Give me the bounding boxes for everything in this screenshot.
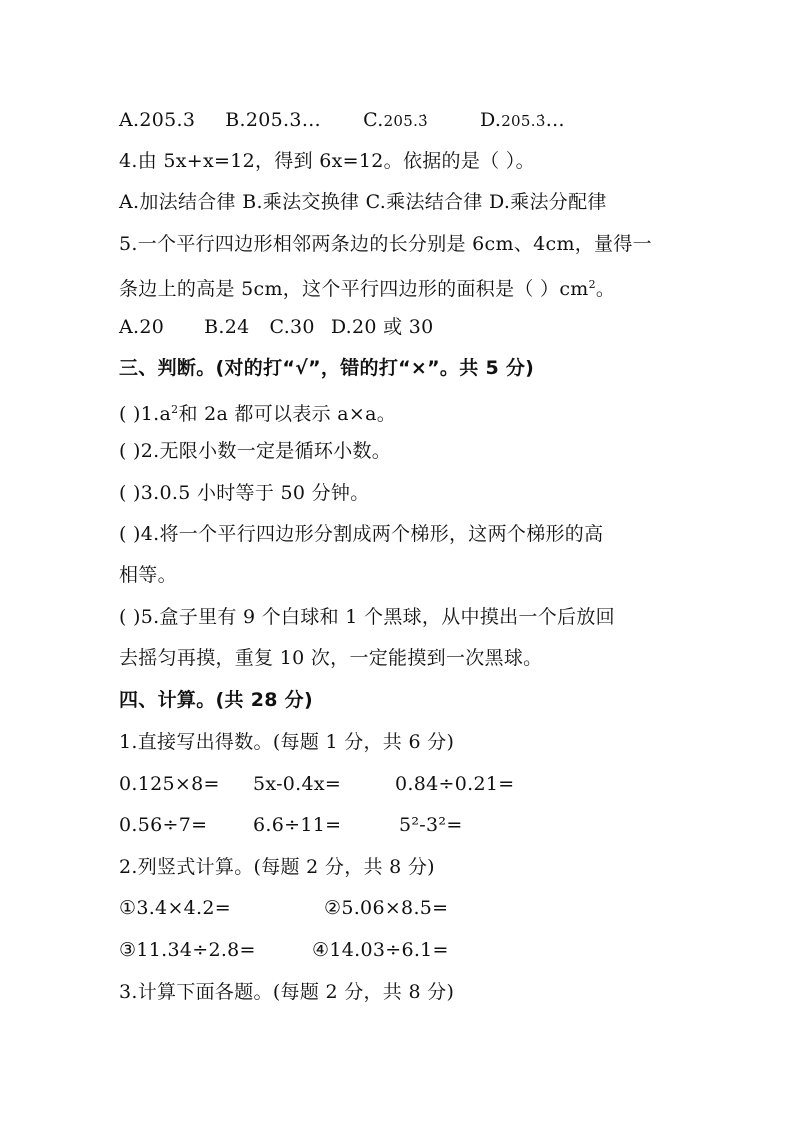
judge-item-1 — [119, 397, 396, 427]
q5-question-line2 — [119, 272, 615, 302]
judge-item-5: ( )5.盒子里有 9 个白球和 1 个黑球，从中摸出一个后放回 — [119, 606, 615, 628]
q5-options — [119, 314, 434, 340]
judge-item-1-superscript: 2 — [171, 403, 179, 416]
judge-item-4-cont: 相等。 — [119, 564, 177, 586]
q3-option-d-number: 205.3 — [501, 112, 546, 130]
calc-item: 5²-3²= — [399, 814, 463, 836]
q3-option-c-number: 205.3 — [383, 112, 429, 130]
q3-option-c — [363, 109, 428, 131]
calc-item: ③11.34÷2.8= — [119, 939, 256, 961]
q5-option-a: A.20 — [119, 316, 165, 338]
q3-options-row — [119, 107, 565, 134]
judge-item-1-end: 和 2a 都可以表示 a×a。 — [178, 403, 397, 425]
q5-option-c: C.30 — [269, 316, 315, 338]
calc-item: 5x-0.4x= — [253, 773, 342, 795]
calc-row-2 — [119, 812, 463, 838]
judge-item-4: ( )4.将一个平行四边形分割成两个梯形，这两个梯形的高 — [119, 523, 604, 545]
calc-row-4 — [119, 937, 449, 963]
q3-option-a: A.205.3 — [119, 109, 196, 131]
q3-option-b: B.205.3… — [225, 109, 322, 131]
q5-line2-end: 。 — [595, 278, 616, 300]
calc-item: 0.125×8= — [119, 773, 220, 795]
calc-item: ④14.03÷6.1= — [312, 939, 449, 961]
q3-option-d-ellipsis: … — [545, 109, 565, 131]
q3-option-c-label: C. — [363, 109, 384, 131]
judge-item-3: ( )3.0.5 小时等于 50 分钟。 — [119, 482, 370, 504]
q5-question-line1: 5.一个平行四边形相邻两条边的长分别是 6cm、4cm，量得一 — [119, 233, 652, 255]
q3-option-d — [480, 109, 565, 131]
q4-question: 4.由 5x+x=12，得到 6x=12。依据的是（ ）。 — [119, 150, 535, 172]
section-3-title: 三、判断。(对的打“√”，错的打“×”。共 5 分) — [119, 357, 535, 379]
judge-item-5-cont: 去摇匀再摸，重复 10 次，一定能摸到一次黑球。 — [119, 647, 543, 669]
q5-line2-text: 条边上的高是 5cm，这个平行四边形的面积是（ ）cm — [119, 278, 589, 300]
q3-option-d-label: D. — [480, 109, 502, 131]
calc-item: 6.6÷11= — [253, 814, 342, 836]
calc-row-1 — [119, 771, 514, 797]
calc-row-3 — [119, 895, 448, 921]
judge-item-1-start: ( )1.a — [119, 403, 172, 425]
q5-option-d: D.20 或 30 — [330, 316, 434, 338]
q5-unit-superscript: 2 — [588, 278, 596, 291]
judge-item-2: ( )2.无限小数一定是循环小数。 — [119, 440, 392, 462]
q5-option-b: B.24 — [204, 316, 250, 338]
calc-item: 0.84÷0.21= — [395, 773, 515, 795]
calc-item: 0.56÷7= — [119, 814, 208, 836]
calc-item: ②5.06×8.5= — [324, 897, 449, 919]
section-4-title: 四、计算。(共 28 分) — [119, 689, 313, 711]
calc-sub-3: 3.计算下面各题。(每题 2 分，共 8 分) — [119, 981, 455, 1003]
calc-item: ①3.4×4.2= — [119, 897, 232, 919]
q4-options: A.加法结合律 B.乘法交换律 C.乘法结合律 D.乘法分配律 — [119, 191, 607, 213]
calc-sub-2: 2.列竖式计算。(每题 2 分，共 8 分) — [119, 856, 435, 878]
calc-sub-1: 1.直接写出得数。(每题 1 分，共 6 分) — [119, 731, 455, 753]
